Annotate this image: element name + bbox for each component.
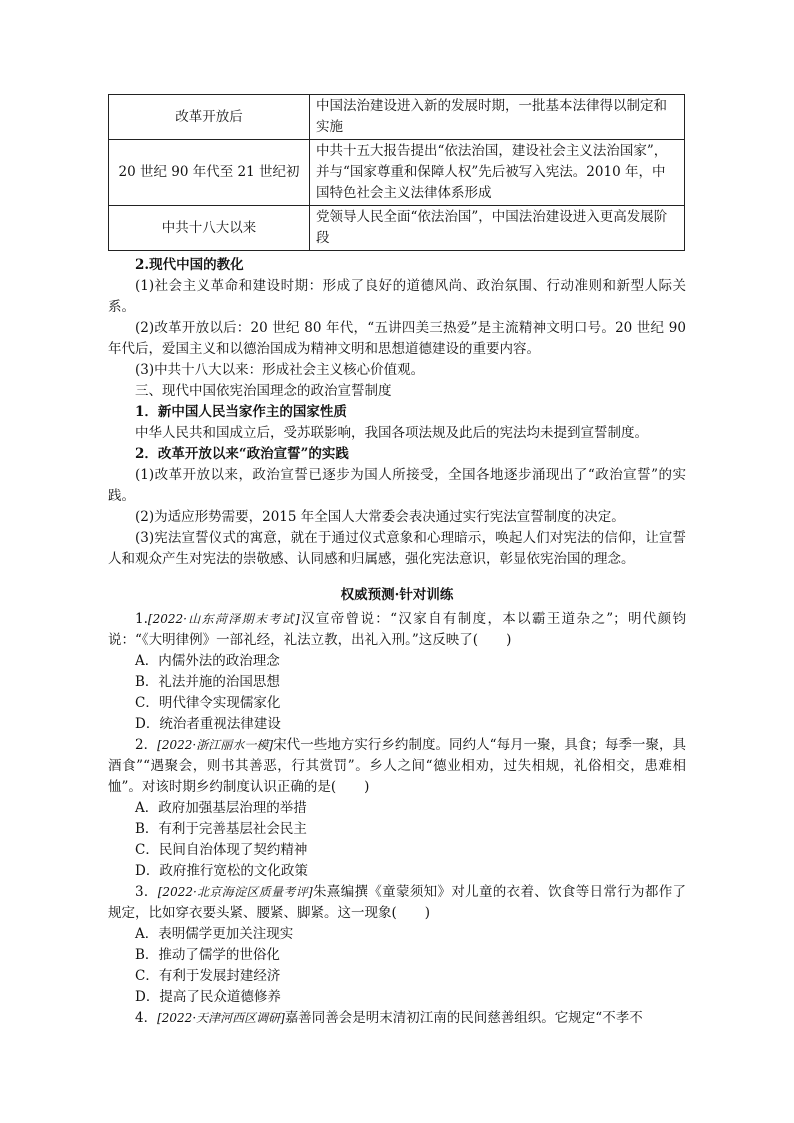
question-stem [108, 882, 686, 924]
question-close-paren: ) [506, 632, 512, 648]
question-stem [108, 609, 686, 651]
question-source: [2022·浙江丽水一模] [157, 738, 274, 752]
option-d: D．提高了民众道德修养 [135, 989, 281, 1005]
document-page [108, 94, 686, 1029]
option-a: A．政府加强基层治理的举措 [135, 800, 307, 816]
table-row [109, 140, 685, 206]
law-history-table [108, 94, 685, 251]
table-cell-period: 20 世纪 90 年代至 21 世纪初 [109, 140, 310, 206]
question-text: 朱熹编撰《童蒙须知》对儿童的衣着、饮食等日常行为都作了规定，比如穿衣要头紧、腰紧、脚紧。这一现象( [108, 884, 687, 921]
paragraph: (3)宪法宣誓仪式的寓意，就在于通过仪式意象和心理暗示，唤起人们对宪法的信仰，让宣誓人和观众产生对宪法的崇敬感、认同感和归属感，强化宪法意识，彰显依宪治国的理念。 [108, 530, 686, 567]
option-b: B．有利于完善基层社会民主 [135, 821, 307, 837]
question-source: [2022·天津河西区调研] [157, 1011, 285, 1025]
question-close-paren: ) [424, 905, 431, 921]
question-source: [2022·山东菏泽期末考试] [147, 612, 300, 626]
table-cell-period: 中共十八大以来 [109, 206, 310, 251]
section-heading: 2.现代中国的教化 [135, 257, 244, 273]
option-d: D．统治者重视法律建设 [135, 716, 281, 732]
paragraph: (2)为适应形势需要，2015 年全国人大常委会表决通过实行宪法宣誓制度的决定。 [135, 509, 625, 525]
question-number: 2． [135, 737, 158, 753]
option-c: C．明代律令实现儒家化 [135, 695, 281, 711]
option-b: B．推动了儒学的世俗化 [135, 947, 280, 963]
option-b: B．礼法并施的治国思想 [135, 674, 280, 690]
table-row [109, 95, 685, 140]
subsection-heading: 2．改革开放以来“政治宣誓”的实践 [135, 446, 349, 462]
paragraph: 中华人民共和国成立后，受苏联影响，我国各项法规及此后的宪法均未提到宣誓制度。 [135, 425, 648, 441]
table-cell-period: 改革开放后 [109, 95, 310, 140]
question-number: 3． [135, 884, 158, 900]
question-text: 嘉善同善会是明末清初江南的民间慈善组织。它规定“不孝不 [284, 1010, 643, 1026]
paragraph: (2)改革开放以后：20 世纪 80 年代，“五讲四美三热爱”是主流精神文明口号。20 世纪 90 年代后，爱国主义和以德治国成为精神文明和思想道德建设的重要内容。 [108, 320, 686, 357]
paragraph: (1)改革开放以来，政治宣誓已逐步为国人所接受，全国各地逐步涌现出了“政治宣誓”的实践。 [108, 467, 686, 504]
question-number: 1. [135, 611, 148, 627]
option-a: A．内儒外法的政治理念 [135, 653, 280, 669]
question-source: [2022·北京海淀区质量考评] [157, 885, 313, 899]
table-cell-desc: 党领导人民全面“依法治国”，中国法治建设进入更高发展阶段 [310, 206, 685, 251]
table-cell-desc: 中共十五大报告提出“依法治国，建设社会主义法治国家”，并与“国家尊重和保障人权”先后被写入宪法。2010 年，中国特色社会主义法律体系形成 [310, 140, 685, 206]
question-stem [108, 735, 686, 798]
option-c: C．民间自治体现了契约精神 [135, 842, 308, 858]
table-row [109, 206, 685, 251]
table-cell-desc: 中国法治建设进入新的发展时期，一批基本法律得以制定和实施 [310, 95, 685, 140]
option-d: D．政府推行宽松的文化政策 [135, 863, 308, 879]
paragraph: (3)中共十八大以来：形成社会主义核心价值观。 [135, 362, 425, 378]
practice-title: 权威预测·针对训练 [340, 587, 454, 603]
question-text: 汉宣帝曾说：“汉家自有制度，本以霸王道杂之”；明代颜钧说：“《大明律例》一部礼经，礼法立教，出礼入刑。”这反映了( [108, 611, 686, 648]
question-stem [108, 1008, 686, 1029]
section-heading: 三、现代中国依宪治国理念的政治宣誓制度 [135, 383, 392, 399]
question-close-paren: ) [364, 779, 370, 795]
question-text: 宋代一些地方实行乡约制度。同约人“每月一聚，具食；每季一聚，具酒食”“遇聚会，则书其善恶，行其赏罚”。乡人之间“德业相劝，过失相规，礼俗相交，患难相恤”。对该时期乡约制度认识正确的是( [108, 737, 687, 795]
option-c: C．有利于发展封建经济 [135, 968, 281, 984]
paragraph: (1)社会主义革命和建设时期：形成了良好的道德风尚、政治氛围、行动准则和新型人际关系。 [108, 278, 686, 315]
subsection-heading: 1．新中国人民当家作主的国家性质 [135, 404, 347, 420]
question-number: 4． [135, 1010, 158, 1026]
option-a: A．表明儒学更加关注现实 [135, 926, 294, 942]
